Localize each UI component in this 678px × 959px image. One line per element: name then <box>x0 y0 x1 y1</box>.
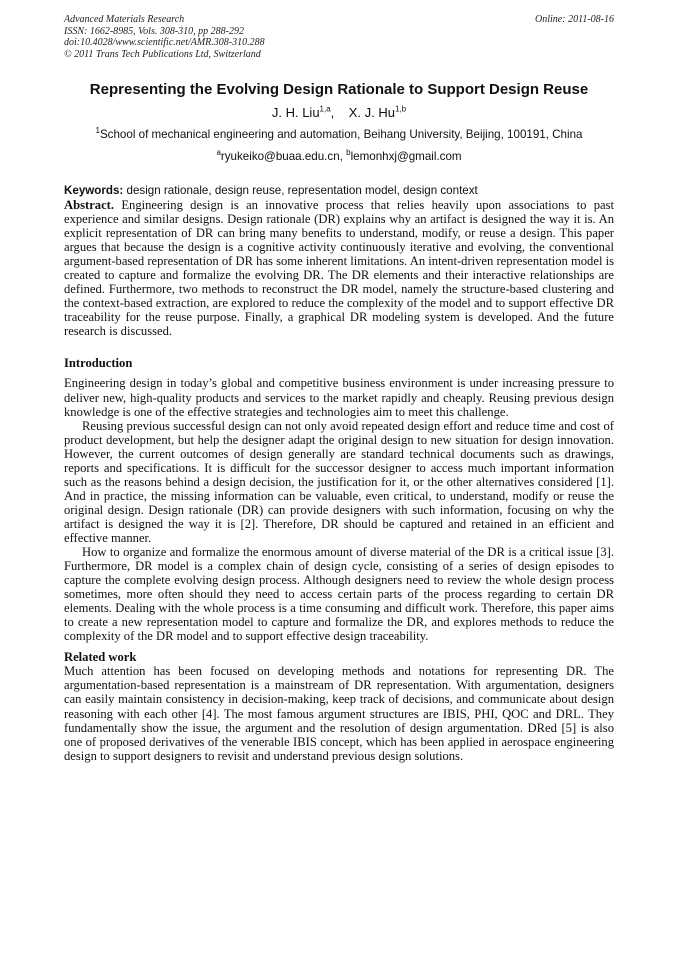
keywords-label: Keywords: <box>64 184 124 197</box>
issn-line: ISSN: 1662-8985, Vols. 308-310, pp 288-292 <box>64 25 244 37</box>
affiliation <box>64 128 614 142</box>
abstract <box>64 198 614 338</box>
email-b: lemonhxj@gmail.com <box>350 150 462 163</box>
author-line <box>64 105 614 121</box>
keywords <box>64 184 614 198</box>
introduction-paragraph-3: How to organize and formalize the enormous amount of diverse material of the DR is a critical issue [3]. Furthermore, DR model is a complex chain of design cycle, consisting of a series of design episodes to capture the complete evolving design process. Although designers need to review the whole design process sometimes, more often should they need to access certain parts of the process regarding to certain DR elements. Dealing with the whole process is a time consuming and difficult work. Therefore, this paper aims to create a new representation model to capture and formalize the DR, and explores methods to reduce the complexity of the DR model and to support effective design traceability. <box>64 545 614 644</box>
online-date: Online: 2011-08-16 <box>535 14 614 25</box>
author-1-affil-mark: 1,a <box>319 104 331 114</box>
related-work-heading: Related work <box>64 650 137 665</box>
introduction-paragraph-1: Engineering design in today’s global and competitive business environment is under increasing pressure to deliver new, high-quality products and services to the market rapidly and cheaply. Reusing previous design knowledge is one of the effective strategies and technologies aim to meet this challenge. <box>64 376 614 419</box>
introduction-paragraph-2: Reusing previous successful design can not only avoid repeated design effort and reduce time and cost of product development, but help the designer adapt the original design to new situation for design innovation. However, the current outcomes of design generally are standard technical documents such as drawings, reports and specifications. It is difficult for the successor designer to access much important information such as the reasons behind a design decision, the justification for it, or the other alternatives considered [1]. And in practice, the missing information can be valuable, even critical, to understand, modify or reuse the original design. Design rationale (DR) can provide designers with such information, focusing on why the artifact is designed the way it is [2]. Therefore, DR should be captured and retained in an efficient and effective manner. <box>64 418 614 545</box>
author-separator: , <box>330 105 335 120</box>
affiliation-text: School of mechanical engineering and automation, Beihang University, Beijing, 100191, China <box>99 128 583 141</box>
related-work-paragraph: Much attention has been focused on developing methods and notations for representing DR. The argumentation-based representation is a mainstream of DR representation. With argumentation, designers can easily maintain consistency in decision-making, keep track of decisions, and communicate about design reasoning with each other [4]. The most famous argument structures are IBIS, PHI, QOC and DRL. They fundamentally show the issue, the argument and the resolution of design argumentation. DRed [5] is also one of proposed derivatives of the venerable IBIS concept, which has been applied in aerospace engineering design to support designers to revisit and understand previous design solutions. <box>64 664 614 763</box>
paper-title: Representing the Evolving Design Rationale to Support Design Reuse <box>89 81 589 98</box>
author-2: X. J. Hu <box>348 105 395 120</box>
affiliation-mark: 1 <box>95 126 100 136</box>
email-a: ryukeiko@buaa.edu.cn, <box>220 150 343 163</box>
abstract-text: Engineering design is an innovative process that relies heavily upon associations to past experience and similar designs. Design rationale (DR) explains why an artifact is designed the way it is. An explicit representation of DR can bring many benefits to understand, modify, or reuse a design. This paper argues that because the design is a cognitive activity continuously iterative and evolving, the conventional argument-based representation of DR has some inherent limitations. An intent-driven representation model is created to capture and formalize the evolving DR. The DR elements and their interactive relationships are defined. Furthermore, two methods to reconstruct the DR model, namely the structure-based clustering and the context-based extraction, are explored to reduce the complexity of the model and to support effective DR traceability for the reuse purpose. Finally, a graphical DR modeling system is developed. And the future research is discussed. <box>64 198 614 339</box>
author-1: J. H. Liu <box>271 105 320 120</box>
author-emails <box>64 150 614 164</box>
doi-line: doi:10.4028/www.scientific.net/AMR.308-310.288 <box>64 37 265 48</box>
email-b-mark: b <box>346 148 351 158</box>
copyright-line: © 2011 Trans Tech Publications Ltd, Switzerland <box>64 48 261 60</box>
email-a-mark: a <box>216 148 221 158</box>
introduction-heading: Introduction <box>64 356 133 371</box>
keywords-text: design rationale, design reuse, representation model, design context <box>126 184 478 197</box>
author-2-affil-mark: 1,b <box>395 104 407 114</box>
journal-header <box>64 14 614 60</box>
journal-name: Advanced Materials Research <box>64 14 185 25</box>
abstract-label: Abstract. <box>64 198 115 212</box>
